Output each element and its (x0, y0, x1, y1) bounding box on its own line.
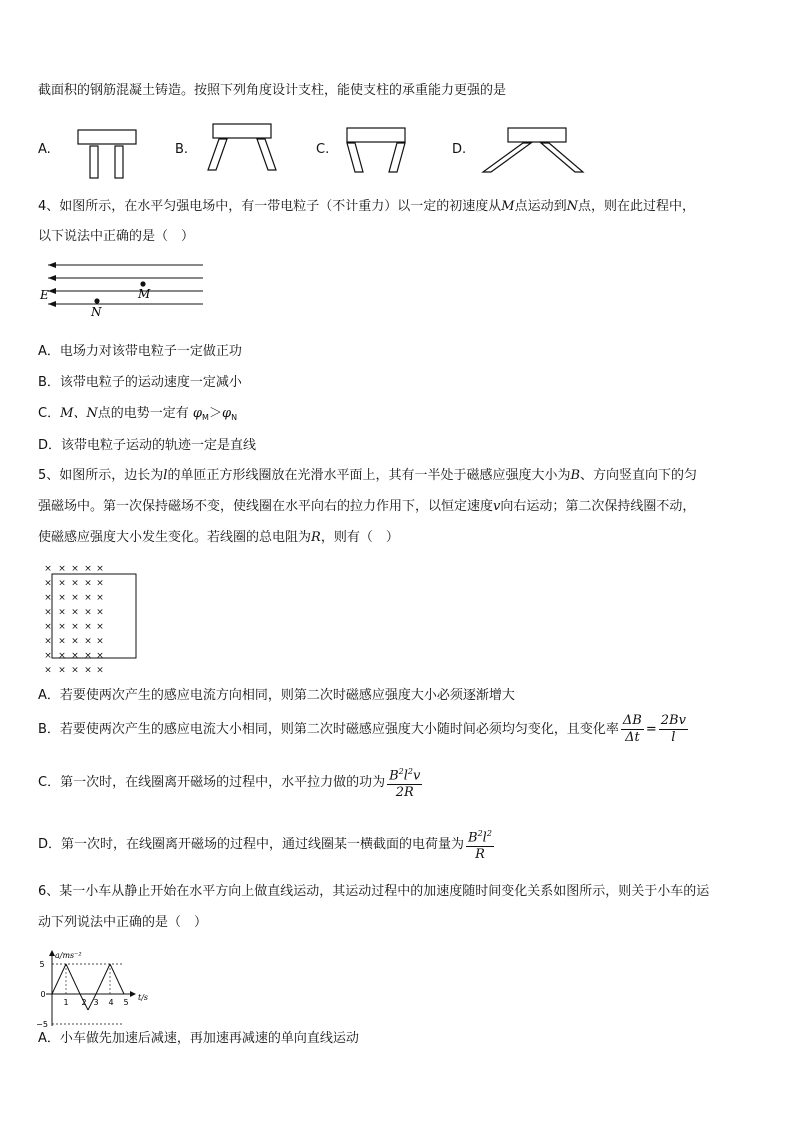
field-cross: × (71, 665, 79, 676)
rate-value-fraction: $\frac{2Bv}{l}$ (660, 713, 686, 745)
field-cross: × (58, 578, 66, 589)
q6-option-a: A．小车做先加速后减速，再加速再减速的单向直线运动 (38, 1031, 359, 1046)
q5-stem-line-2: 强磁场中。第一次保持磁场不变，使线圈在水平向右的拉力作用下，以恒定速度v向右运动；第二次保持线圈不动， (38, 499, 696, 514)
field-cross: × (96, 607, 104, 618)
q3-option-c-figure (343, 126, 409, 176)
field-cross: × (84, 564, 92, 574)
field-cross: × (58, 564, 66, 574)
q3-option-a-figure (76, 128, 140, 180)
field-cross: × (96, 564, 104, 574)
q4-stem-line-1: 4、如图所示，在水平匀强电场中，有一带电粒子（不计重力）以一定的初速度从M点运动到N点，则在此过程中， (38, 199, 695, 214)
q5-option-a: A．若要使两次产生的感应电流方向相同，则第二次时磁感应强度大小必须逐渐增大 (38, 688, 515, 703)
field-cross: × (84, 607, 92, 618)
field-cross: × (71, 607, 79, 618)
field-cross: × (44, 578, 52, 589)
q5-option-d: D．第一次时，在线圈离开磁场的过程中，通过线圈某一横截面的电荷量为 $\frac{B^2l^2}{R}$ (38, 826, 496, 864)
field-cross: × (44, 564, 52, 574)
field-cross: × (84, 593, 92, 603)
q3-option-b-figure (205, 122, 279, 174)
field-cross: × (44, 622, 52, 632)
q4-option-c: C．M、N点的电势一定有 $\varphi_M>\varphi_N$ (38, 406, 238, 422)
field-cross: × (96, 593, 104, 603)
field-cross: × (84, 651, 92, 661)
q5-option-c: C．第一次时，在线圈离开磁场的过程中，水平拉力做的功为 $\frac{B^2l^2v}{2R}$ (38, 764, 424, 802)
q4-option-d: D．该带电粒子运动的轨迹一定是直线 (38, 438, 257, 453)
field-cross: × (58, 636, 66, 647)
y-axis-label: a/ms⁻² (55, 951, 82, 960)
x-axis-label: t/s (138, 993, 149, 1002)
field-cross: × (71, 578, 79, 589)
field-cross: × (96, 651, 104, 661)
q4-electric-field-figure (38, 258, 208, 320)
field-cross: × (84, 622, 92, 632)
y-tick-0: 0 (40, 990, 46, 999)
x-tick-2: 2 (81, 998, 87, 1007)
rate-fraction: $\frac{\Delta B}{\Delta t}$ (622, 713, 642, 745)
x-tick-5: 5 (123, 998, 129, 1007)
y-tick-neg5: −5 (36, 1020, 48, 1029)
charge-fraction: $\frac{B^2l^2}{R}$ (466, 826, 494, 863)
q5-stem-line-1: 5、如图所示，边长为l的单匝正方形线圈放在光滑水平面上，其有一半处于磁感应强度大小为B、方向竖直向下的匀 (38, 468, 698, 483)
field-cross: × (84, 578, 92, 589)
field-cross: × (58, 607, 66, 618)
q6-stem-line-2: 动下列说法中正确的是（ ） (38, 915, 208, 930)
field-label-e: E (40, 288, 49, 302)
q3-stem-tail: 截面积的钢筋混凝土铸造。按照下列角度设计支柱，能使支柱的承重能力更强的是 (38, 83, 507, 98)
field-cross: × (44, 665, 52, 676)
x-tick-1: 1 (63, 998, 69, 1007)
q6-acceleration-graph (38, 948, 158, 1030)
q3-option-d-figure (483, 126, 583, 176)
field-cross: × (96, 622, 104, 632)
q6-stem-line-1: 6、某一小车从静止开始在水平方向上做直线运动，其运动过程中的加速度随时间变化关系如图所示，则关于小车的运 (38, 884, 710, 899)
field-cross: × (44, 651, 52, 661)
q5-magnetic-field-figure (38, 563, 142, 676)
work-fraction: $\frac{B^2l^2v}{2R}$ (387, 764, 422, 801)
field-cross: × (84, 636, 92, 647)
y-tick-5: 5 (39, 960, 45, 969)
q3-option-a-label: A. (38, 142, 51, 157)
field-cross: × (71, 564, 79, 574)
q4-option-b: B．该带电粒子的运动速度一定减小 (38, 375, 242, 390)
field-cross: × (58, 651, 66, 661)
field-cross: × (96, 665, 104, 676)
field-cross: × (58, 593, 66, 603)
q5-stem-line-3: 使磁感应强度大小发生变化。若线圈的总电阻为R，则有（ ） (38, 530, 399, 545)
field-cross: × (71, 651, 79, 661)
point-label-n: N (91, 305, 102, 319)
point-label-m: M (138, 287, 151, 301)
q3-option-c-label: C. (316, 142, 330, 157)
field-cross: × (44, 607, 52, 618)
field-cross: × (58, 622, 66, 632)
field-cross: × (44, 593, 52, 603)
q4-stem-line-2: 以下说法中正确的是（ ） (38, 229, 195, 244)
x-tick-3: 3 (93, 998, 99, 1007)
q3-option-b-label: B. (175, 142, 189, 157)
q3-option-d-label: D. (452, 142, 467, 157)
field-cross: × (58, 665, 66, 676)
q4-option-a: A．电场力对该带电粒子一定做正功 (38, 344, 242, 359)
x-tick-4: 4 (108, 998, 114, 1007)
field-cross: × (96, 636, 104, 647)
field-cross: × (71, 636, 79, 647)
field-cross: × (84, 665, 92, 676)
field-cross: × (71, 593, 79, 603)
field-cross: × (71, 622, 79, 632)
q5-option-b: B．若要使两次产生的感应电流大小相同，则第二次时磁感应强度大小随时间必须均匀变化，且变化率 $\frac{\Delta B}{\Delta t}$ = $\frac{2Bv}{l}$ (38, 713, 686, 745)
field-cross: × (44, 636, 52, 647)
field-cross: × (96, 578, 104, 589)
